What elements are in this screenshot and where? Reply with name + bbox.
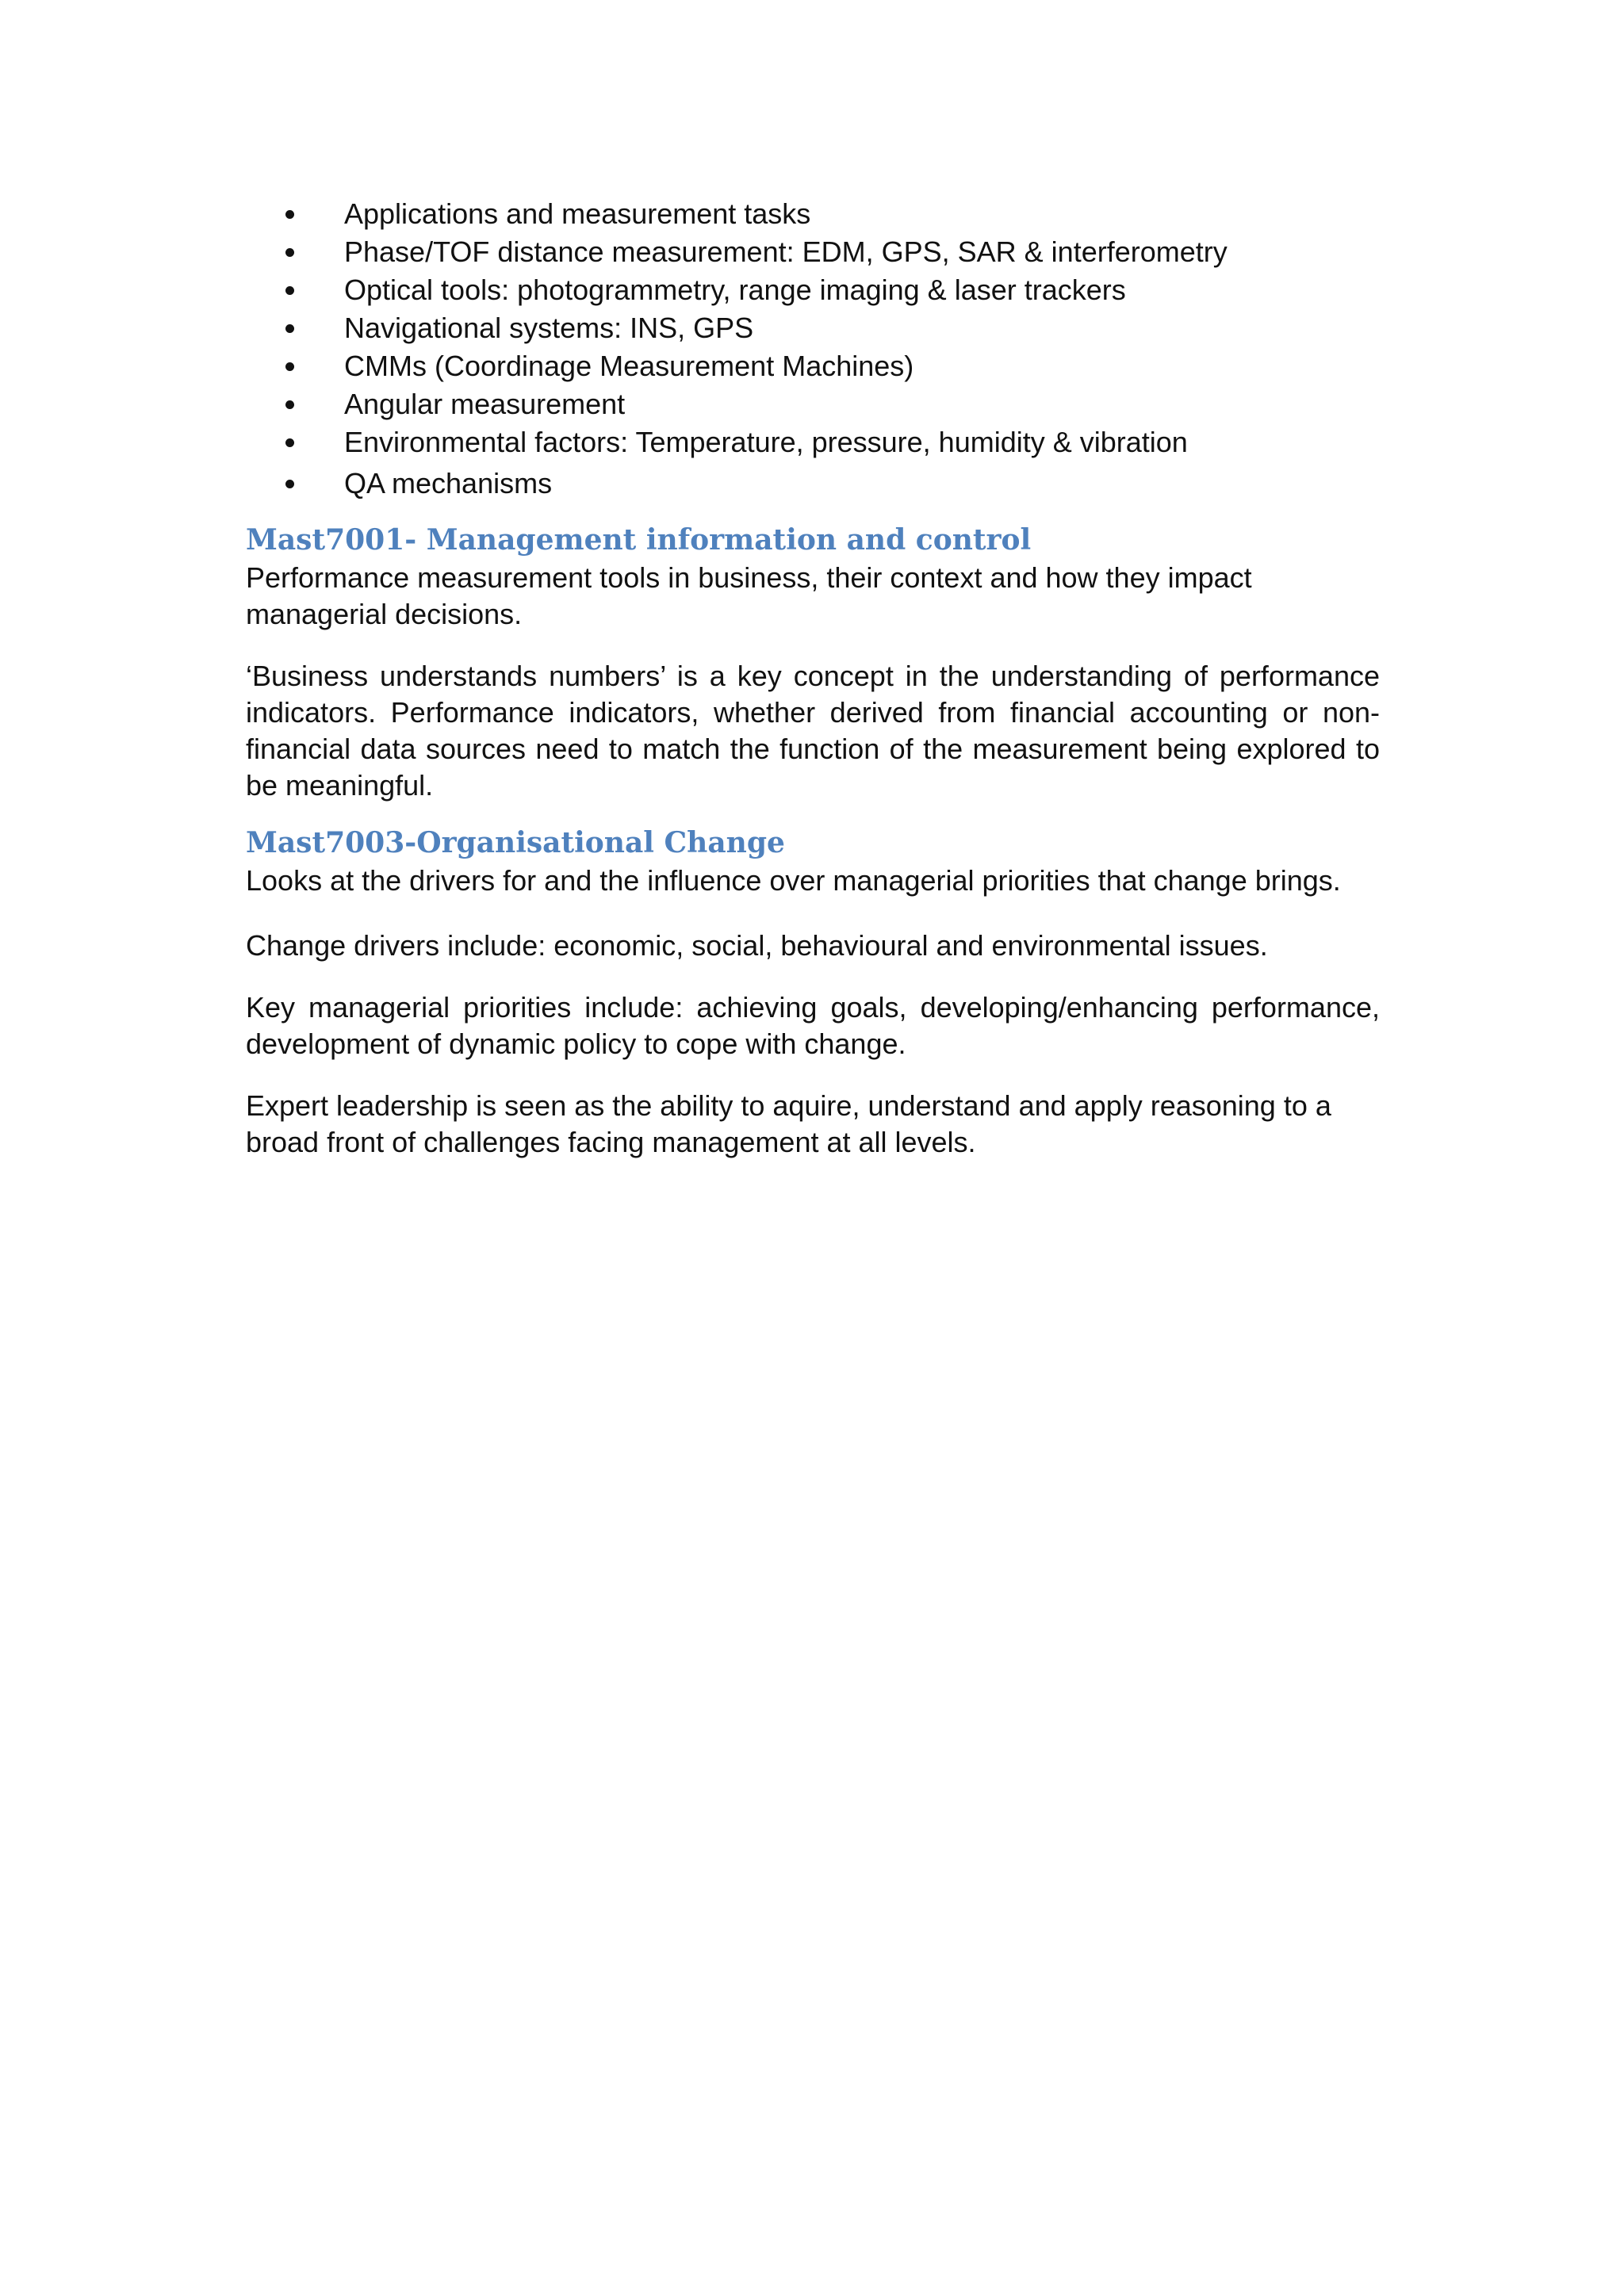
list-item-text: Optical tools: photogrammetry, range imaging & laser trackers — [344, 274, 1126, 306]
list-item-text: CMMs (Coordinage Measurement Machines) — [344, 350, 914, 382]
bullet-icon — [285, 362, 294, 371]
list-item-text: Navigational systems: INS, GPS — [344, 312, 754, 344]
list-item — [246, 465, 1380, 503]
bullet-icon — [285, 400, 294, 409]
list-item-text: Phase/TOF distance measurement: EDM, GPS, SAR & interferometry — [344, 235, 1228, 268]
section2-paragraph: Looks at the drivers for and the influence over managerial priorities that change brings. — [246, 864, 1341, 897]
section2-paragraph: Expert leadership is seen as the ability to aquire, understand and apply reasoning to a broad front of challenges facing management at all levels. — [246, 1089, 1331, 1158]
section1-paragraph: ‘Business understands numbers’ is a key concept in the understanding of performance indicators. Performance indicators, whether derived from financial accounting or non-financial data sources need to match the function of the measurement being explored to be meaningful. — [246, 660, 1380, 802]
list-item — [246, 423, 1380, 461]
list-item — [246, 233, 1380, 271]
bullet-icon — [285, 438, 294, 447]
section2-paragraph: Change drivers include: economic, social, behavioural and environmental issues. — [246, 929, 1268, 962]
list-item — [246, 309, 1380, 347]
bullet-icon — [285, 210, 294, 219]
topic-list — [246, 195, 1380, 503]
section-heading-mast7003: Mast7003-Organisational Change — [246, 826, 785, 859]
list-item — [246, 385, 1380, 423]
list-item-text: Applications and measurement tasks — [344, 197, 811, 230]
list-item-text: Angular measurement — [344, 388, 626, 420]
bullet-icon — [285, 248, 294, 257]
section1-paragraph: Performance measurement tools in business, their context and how they impact managerial decisions. — [246, 561, 1252, 630]
bullet-icon — [285, 480, 294, 488]
bullet-icon — [285, 324, 294, 333]
list-item — [246, 347, 1380, 385]
list-item — [246, 195, 1380, 233]
page-content — [246, 195, 1380, 1161]
list-item-text: Environmental factors: Temperature, pressure, humidity & vibration — [344, 426, 1188, 458]
section2-paragraph: Key managerial priorities include: achieving goals, developing/enhancing performance, development of dynamic policy to cope with change. — [246, 991, 1380, 1060]
section-heading-mast7001: Mast7001- Management information and control — [246, 523, 1032, 557]
list-item-text: QA mechanisms — [344, 467, 553, 499]
bullet-icon — [285, 286, 294, 295]
list-item — [246, 271, 1380, 309]
